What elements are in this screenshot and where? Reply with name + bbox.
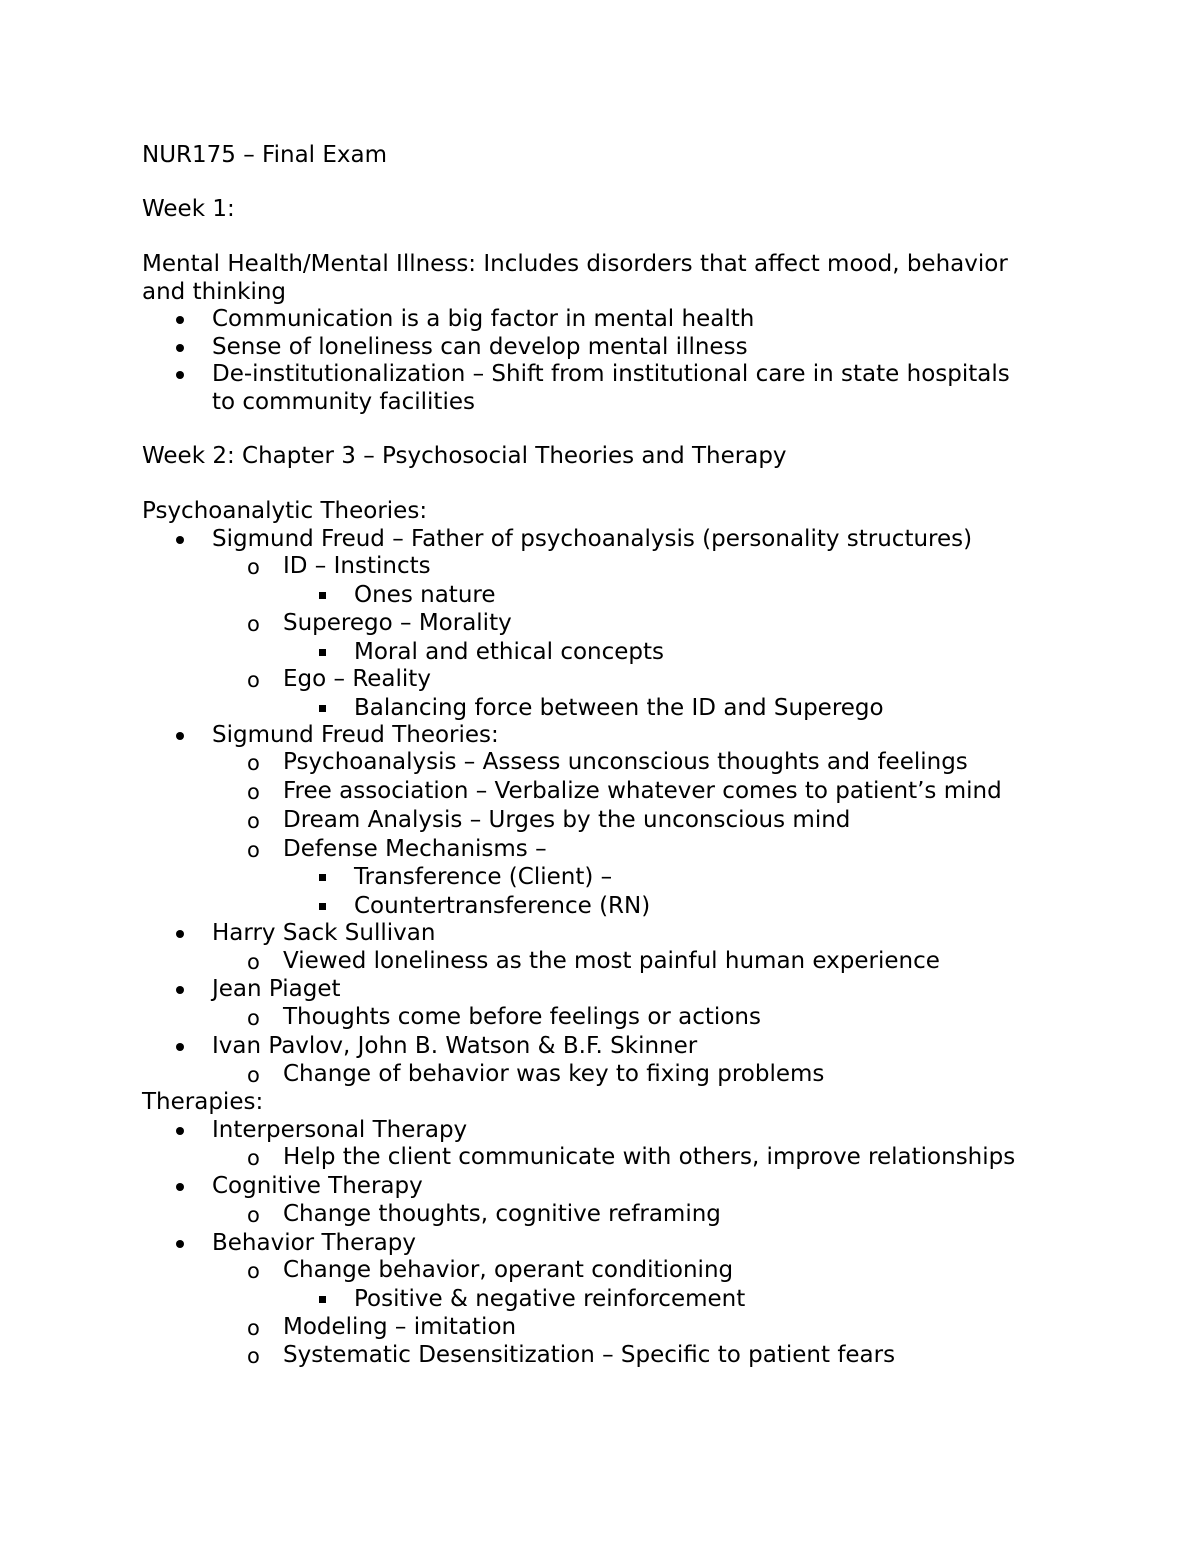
bullet-circle: o: [247, 1344, 260, 1368]
list-item: Modeling – imitation: [283, 1314, 517, 1340]
list-item: Communication is a big factor in mental health: [212, 306, 755, 332]
bullet-circle: o: [247, 838, 260, 862]
bullet-circle: o: [247, 1203, 260, 1227]
list-item-continued: to community facilities: [212, 389, 475, 415]
list-item-superego: Superego – Morality: [283, 610, 512, 636]
bullet-circle: o: [247, 1259, 260, 1283]
list-item: Positive & negative reinforcement: [354, 1286, 746, 1312]
bullet-circle: o: [247, 1063, 260, 1087]
list-item-freud: Sigmund Freud – Father of psychoanalysis (personality structures): [212, 526, 973, 552]
list-item: Countertransference (RN): [354, 893, 651, 919]
mental-health-intro: Mental Health/Mental Illness: Includes disorders that affect mood, behavior: [142, 251, 1008, 277]
bullet-circle: o: [247, 1316, 260, 1340]
list-item-piaget: Jean Piaget: [212, 976, 341, 1002]
psychoanalytic-heading: Psychoanalytic Theories:: [142, 498, 428, 524]
list-item: Defense Mechanisms –: [283, 836, 547, 862]
list-item-pavlov: Ivan Pavlov, John B. Watson & B.F. Skinner: [212, 1033, 698, 1059]
bullet-circle: o: [247, 950, 260, 974]
list-item-freud-theories: Sigmund Freud Theories:: [212, 722, 499, 748]
list-item-ego: Ego – Reality: [283, 666, 431, 692]
bullet-circle: o: [247, 780, 260, 804]
week2-heading: Week 2: Chapter 3 – Psychosocial Theories and Therapy: [142, 443, 787, 469]
list-item-interpersonal: Interpersonal Therapy: [212, 1117, 468, 1143]
list-item-sullivan: Harry Sack Sullivan: [212, 920, 436, 946]
bullet-circle: o: [247, 1006, 260, 1030]
mental-health-intro-continued: and thinking: [142, 279, 287, 305]
list-item-behavior: Behavior Therapy: [212, 1230, 416, 1256]
list-item: Help the client communicate with others, improve relationships: [283, 1144, 1016, 1170]
list-item: Free association – Verbalize whatever comes to patient’s mind: [283, 778, 1002, 804]
bullet-circle: o: [247, 612, 260, 636]
week1-heading: Week 1:: [142, 196, 235, 222]
list-item: Change of behavior was key to fixing problems: [283, 1061, 825, 1087]
list-item: Change behavior, operant conditioning: [283, 1257, 734, 1283]
bullet-circle: o: [247, 751, 260, 775]
document-title: NUR175 – Final Exam: [142, 142, 388, 168]
list-item-superego-sub: Moral and ethical concepts: [354, 639, 665, 665]
bullet-circle: o: [247, 555, 260, 579]
list-item-cognitive: Cognitive Therapy: [212, 1173, 423, 1199]
list-item: Change thoughts, cognitive reframing: [283, 1201, 721, 1227]
bullet-circle: o: [247, 1146, 260, 1170]
bullet-circle: o: [247, 809, 260, 833]
list-item-ego-sub: Balancing force between the ID and Superego: [354, 695, 884, 721]
list-item: Systematic Desensitization – Specific to patient fears: [283, 1342, 896, 1368]
list-item-id-sub: Ones nature: [354, 582, 496, 608]
list-item: Psychoanalysis – Assess unconscious thoughts and feelings: [283, 749, 968, 775]
bullet-circle: o: [247, 668, 260, 692]
list-item: Thoughts come before feelings or actions: [283, 1004, 761, 1030]
list-item: Sense of loneliness can develop mental illness: [212, 334, 748, 360]
therapies-heading: Therapies:: [142, 1089, 264, 1115]
list-item: Dream Analysis – Urges by the unconscious mind: [283, 807, 851, 833]
list-item: Transference (Client) –: [354, 864, 613, 890]
list-item: Viewed loneliness as the most painful human experience: [283, 948, 940, 974]
list-item: De-institutionalization – Shift from institutional care in state hospitals: [212, 361, 1010, 387]
list-item-id: ID – Instincts: [283, 553, 431, 579]
